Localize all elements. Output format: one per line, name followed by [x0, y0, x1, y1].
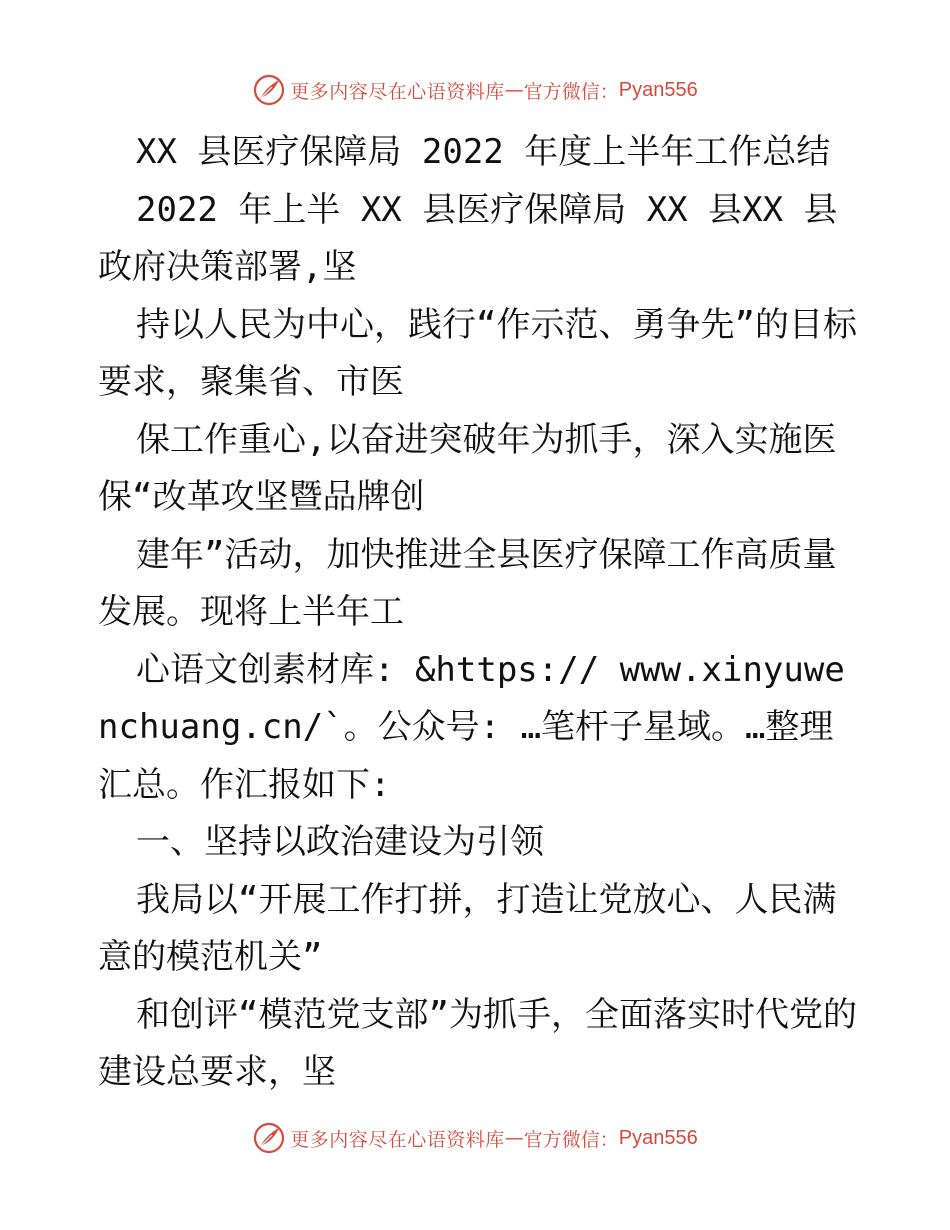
- watermark-wechat-id: Pyan556: [618, 1126, 698, 1149]
- paragraph-8: 和创评“模范党支部”为抓手，全面落实时代党的建设总要求，坚: [98, 994, 857, 1092]
- watermark-footer: [0, 1118, 950, 1158]
- paragraph-7: 我局以“开展工作打拼，打造让党放心、人民满意的模范机关”: [98, 879, 837, 977]
- paragraph-2: 持以人民为中心，践行“作示范、勇争先”的目标要求，聚集省、市医: [98, 304, 857, 402]
- document-body: [98, 124, 858, 1102]
- watermark-dash: —: [504, 1127, 524, 1149]
- watermark-wechat-label: 官方微信：: [523, 1128, 619, 1151]
- section-heading-1: 一、坚持以政治建设为引领: [136, 822, 544, 862]
- watermark-wechat-label: 官方微信：: [523, 80, 619, 103]
- feather-pen-logo-icon: [252, 1121, 286, 1155]
- watermark-header: [0, 70, 950, 110]
- watermark-dash: —: [504, 79, 524, 101]
- paragraph-3: 保工作重心,以奋进突破年为抓手，深入实施医保“改革攻坚暨品牌创: [98, 419, 837, 517]
- paragraph-4: 建年”活动，加快推进全县医疗保障工作高质量发展。现将上半年工: [98, 534, 837, 632]
- watermark-main-text: 更多内容尽在心语资料库: [290, 1128, 505, 1151]
- paragraph-1: 2022 年上半 XX 县医疗保障局 XX 县XX 县政府决策部署,坚: [98, 189, 838, 287]
- watermark-wechat-id: Pyan556: [618, 78, 698, 101]
- feather-pen-logo-icon: [252, 73, 286, 107]
- watermark-main-text: 更多内容尽在心语资料库: [290, 80, 505, 103]
- document-title: XX 县医疗保障局 2022 年度上半年工作总结: [136, 132, 831, 172]
- paragraph-5: 心语文创素材库: &https:// www.xinyuwenchuang.cn/`。公众号: …笔杆子星域。…整理汇总。作汇报如下:: [98, 649, 845, 805]
